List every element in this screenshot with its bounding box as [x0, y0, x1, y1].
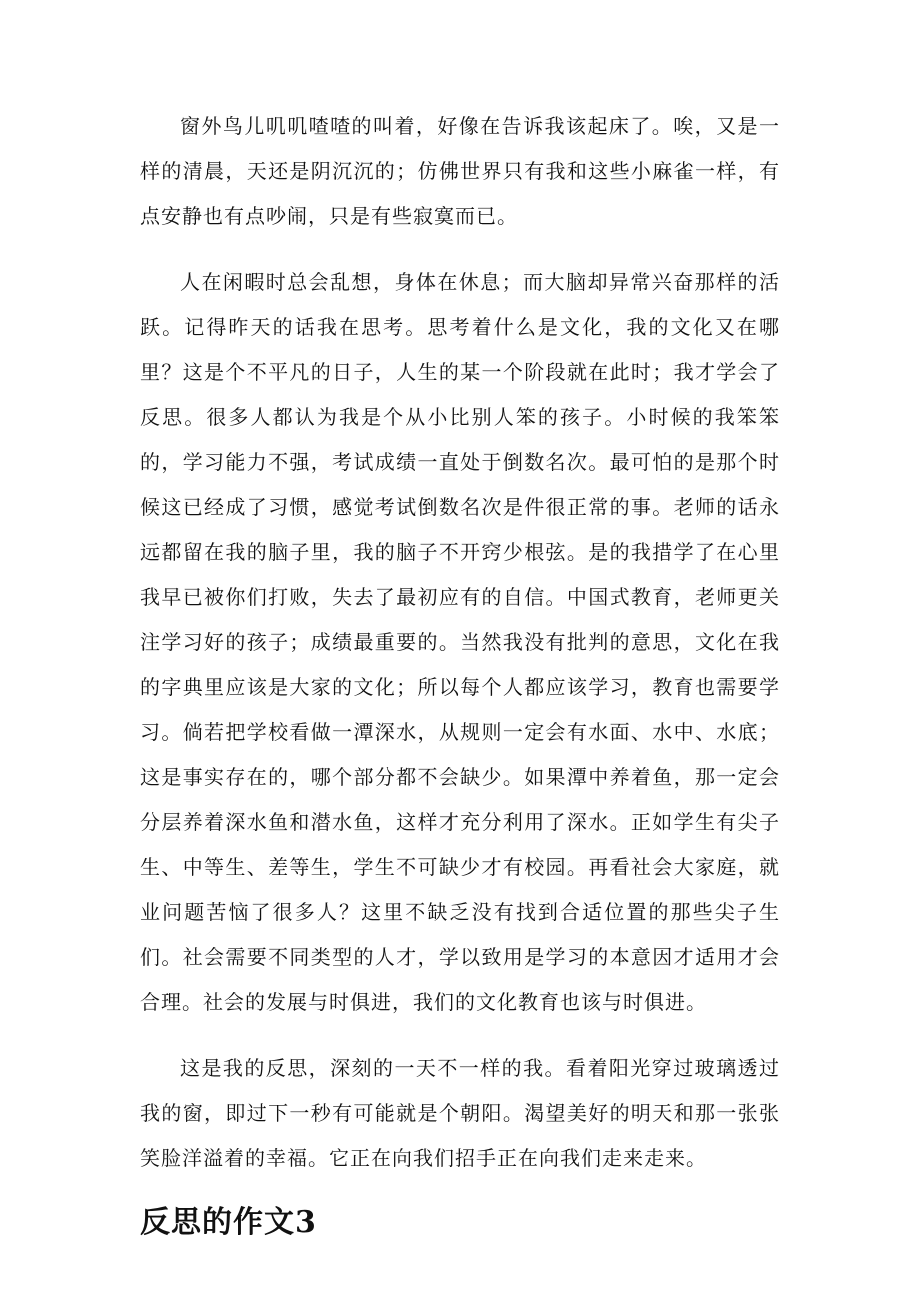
- paragraph-morning: 窗外鸟儿叽叽喳喳的叫着，好像在告诉我该起床了。唉，又是一样的清晨，天还是阴沉沉的；仿佛世界只有我和这些小麻雀一样，有点安静也有点吵闹，只是有些寂寞而已。: [140, 114, 780, 228]
- paragraph-reflection: 人在闲暇时总会乱想，身体在休息；而大脑却异常兴奋那样的活跃。记得昨天的话我在思考。思考着什么是文化，我的文化又在哪里？这是个不平凡的日子，人生的某一个阶段就在此时；我才学会了反思。很多人都认为我是个从小比别人笨的孩子。小时候的我笨笨的，学习能力不强，考试成绩一直处于倒数名次。最可怕的是那个时候这已经成了习惯，感觉考试倒数名次是件很正常的事。老师的话永远都留在我的脑子里，我的脑子不开窍少根弦。是的我措学了在心里我早已被你们打败，失去了最初应有的自信。中国式教育，老师更关注学习好的孩子；成绩最重要的。当然我没有批判的意思，文化在我的字典里应该是大家的文化；所以每个人都应该学习，教育也需要学习。倘若把学校看做一潭深水，从规则一定会有水面、水中、水底；这是事实存在的，哪个部分都不会缺少。如果潭中养着鱼，那一定会分层养着深水鱼和潜水鱼，这样才充分利用了深水。正如学生有尖子生、中等生、差等生，学生不可缺少才有校园。再看社会大家庭，就业问题苦恼了很多人？这里不缺乏没有找到合适位置的那些尖子生们。社会需要不同类型的人才，学以致用是学习的本意因才适用才会合理。社会的发展与时俱进，我们的文化教育也该与时俱进。: [140, 270, 780, 1014]
- document-body: [140, 104, 780, 1243]
- section-heading: 反思的作文3: [140, 1205, 317, 1240]
- paragraph-conclusion: 这是我的反思，深刻的一天不一样的我。看着阳光穿过玻璃透过我的窗，即过下一秒有可能就是个朝阳。渴望美好的明天和那一张张笑脸洋溢着的幸福。它正在向我们招手正在向我们走来走来。: [140, 1056, 780, 1170]
